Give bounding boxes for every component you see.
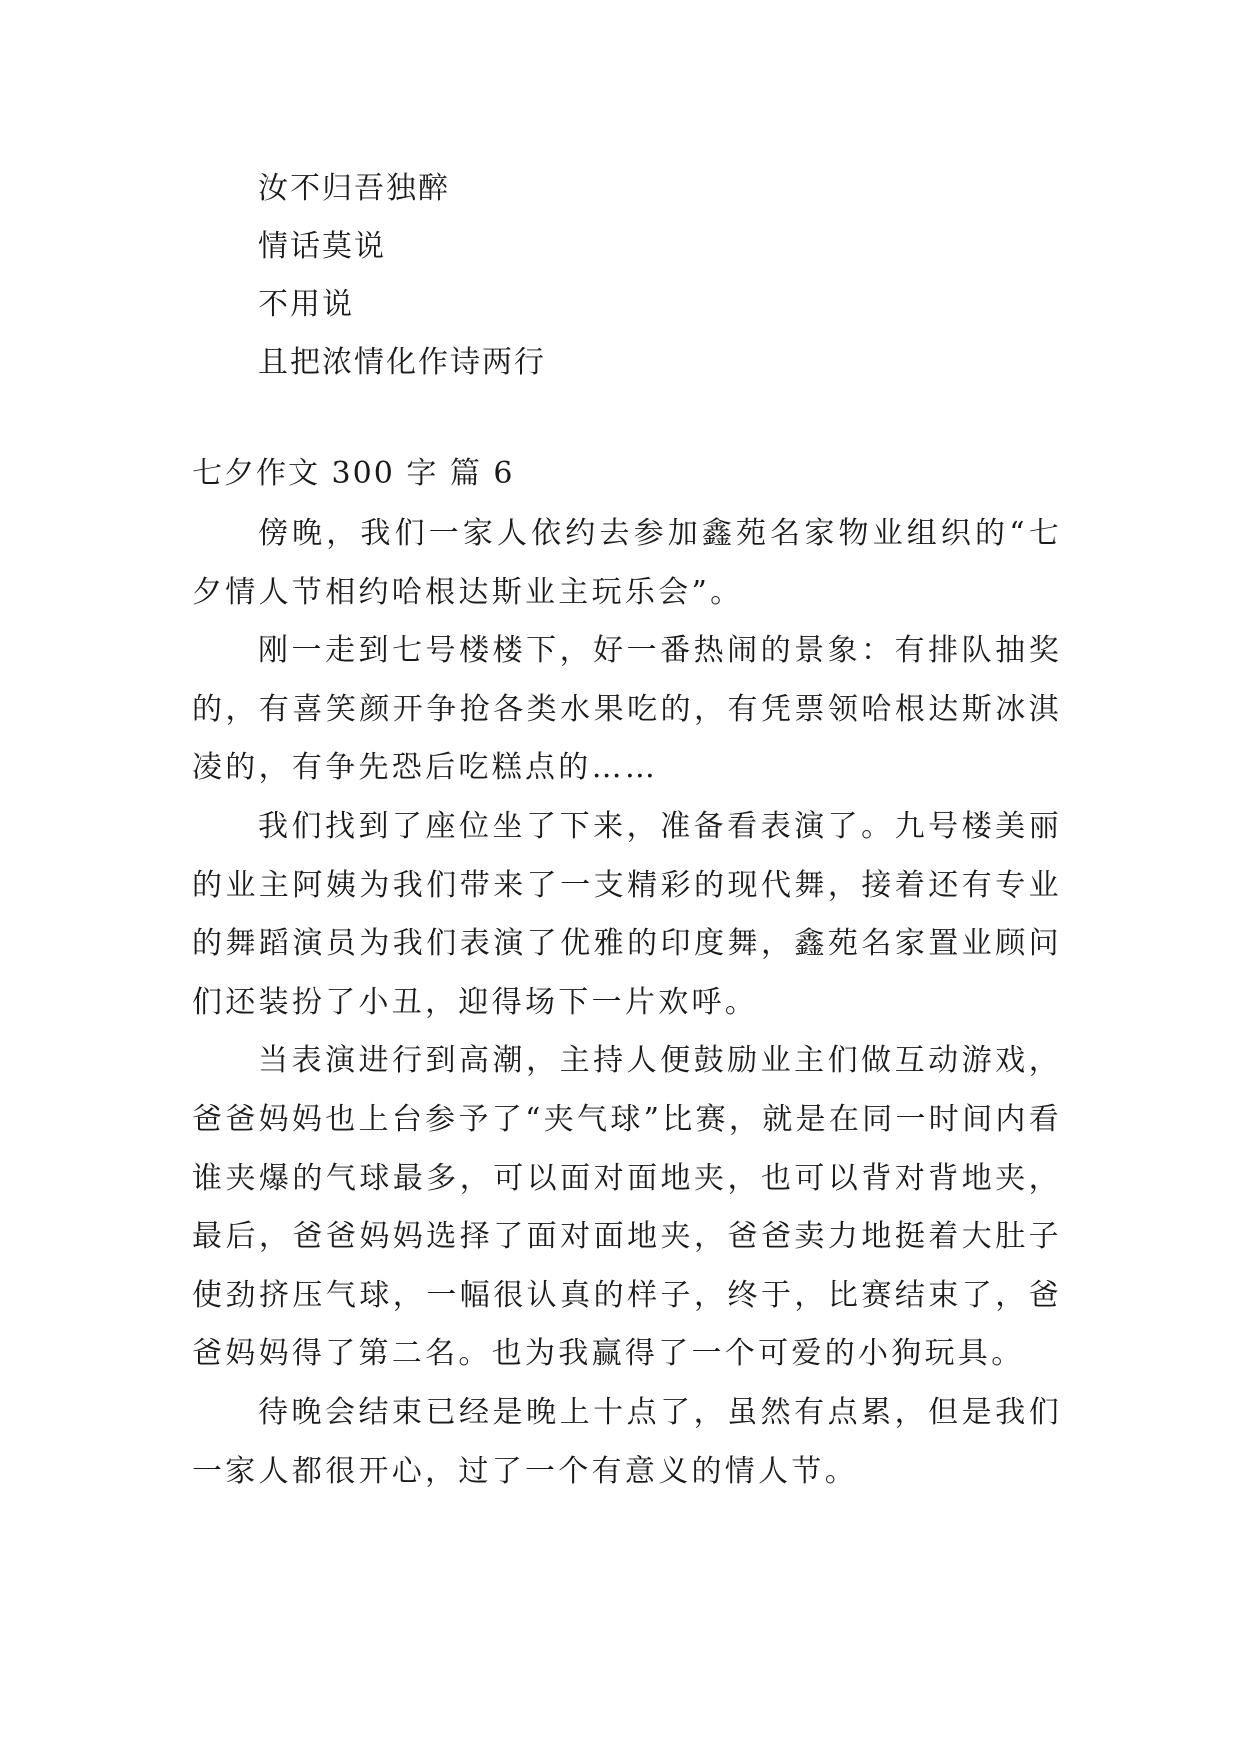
poem-line: 汝不归吾独醉	[258, 171, 450, 206]
poem-line: 情话莫说	[258, 229, 386, 264]
paragraph: 待晚会结束已经是晚上十点了，虽然有点累，但是我们一家人都很开心，过了一个有意义的情人节。	[192, 1394, 1062, 1489]
paragraph: 傍晚，我们一家人依约去参加鑫苑名家物业组织的“七夕情人节相约哈根达斯业主玩乐会”。	[192, 516, 1062, 610]
article-body	[192, 505, 1062, 1501]
poem-line: 不用说	[258, 287, 354, 322]
paragraph: 当表演进行到高潮，主持人便鼓励业主们做互动游戏，爸爸妈妈也上台参予了“夹气球”比赛，就是在同一时间内看谁夹爆的气球最多，可以面对面地夹，也可以背对背地夹，最后，爸爸妈妈选择了面对面地夹，爸爸卖力地挺着大肚子使劲挤压气球，一幅很认真的样子，终于，比赛结束了，爸爸妈妈得了第二名。也为我赢得了一个可爱的小狗玩具。	[192, 1043, 1062, 1372]
section-heading: 七夕作文 300 字 篇 6	[192, 456, 515, 491]
paragraph: 我们找到了座位坐了下来，准备看表演了。九号楼美丽的业主阿姨为我们带来了一支精彩的现代舞，接着还有专业的舞蹈演员为我们表演了优雅的印度舞，鑫苑名家置业顾问们还装扮了小丑，迎得场下一片欢呼。	[192, 808, 1062, 1020]
paragraph: 刚一走到七号楼楼下，好一番热闹的景象：有排队抽奖的，有喜笑颜开争抢各类水果吃的，有凭票领哈根达斯冰淇凌的，有争先恐后吃糕点的……	[192, 633, 1062, 786]
poem	[258, 160, 546, 392]
poem-line: 且把浓情化作诗两行	[258, 345, 546, 380]
